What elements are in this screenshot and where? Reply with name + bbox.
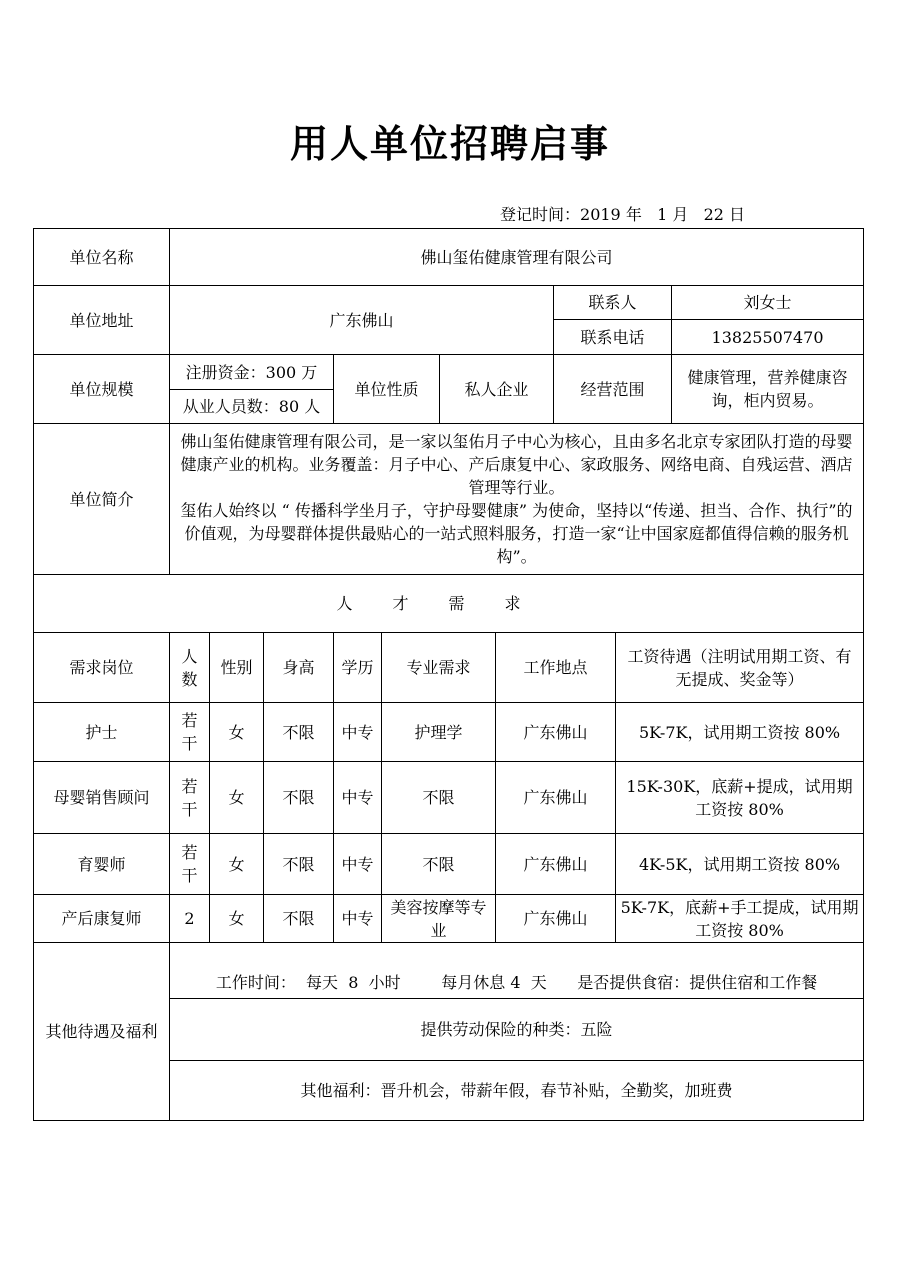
work-time: 工作时间： 每天 8 小时 每月休息 4 天 是否提供食宿：提供住宿和工作餐 (170, 943, 864, 999)
recruitment-form (33, 228, 864, 1121)
header-education: 学历 (334, 633, 382, 703)
job-location: 广东佛山 (496, 895, 616, 943)
job-count: 若干 (170, 703, 210, 762)
job-salary: 4K-5K，试用期工资按 80% (616, 834, 864, 895)
contact-value: 刘女士 (672, 286, 864, 320)
job-height: 不限 (264, 834, 334, 895)
registration-value: 2019 年 1 月 22 日 (580, 205, 746, 224)
job-location: 广东佛山 (496, 834, 616, 895)
job-education: 中专 (334, 895, 382, 943)
job-location: 广东佛山 (496, 762, 616, 834)
header-major: 专业需求 (382, 633, 496, 703)
header-salary: 工资待遇（注明试用期工资、有无提成、奖金等） (616, 633, 864, 703)
job-position: 产后康复师 (34, 895, 170, 943)
job-gender: 女 (210, 762, 264, 834)
benefits-label: 其他待遇及福利 (34, 943, 170, 1121)
job-education: 中专 (334, 762, 382, 834)
job-position: 育婴师 (34, 834, 170, 895)
nature-label: 单位性质 (334, 355, 440, 424)
job-count: 若干 (170, 762, 210, 834)
job-education: 中专 (334, 834, 382, 895)
job-salary: 15K-30K，底薪+提成，试用期工资按 80% (616, 762, 864, 834)
page-title: 用人单位招聘启事 (289, 122, 610, 166)
job-gender: 女 (210, 703, 264, 762)
intro-paragraph-1: 佛山玺佑健康管理有限公司，是一家以玺佑月子中心为核心，且由多名北京专家团队打造的母婴健康产业的机构。业务覆盖：月子中心、产后康复中心、家政服务、网络电商、自残运营、酒店管理等行业。 (180, 432, 853, 497)
job-position: 母婴销售顾问 (34, 762, 170, 834)
section-title: 人才需求 (34, 575, 864, 633)
header-location: 工作地点 (496, 633, 616, 703)
intro-label: 单位简介 (34, 424, 170, 575)
company-address-label: 单位地址 (34, 286, 170, 355)
table-row (34, 762, 864, 834)
registration-label: 登记时间： (500, 205, 581, 224)
job-gender: 女 (210, 895, 264, 943)
header-count: 人数 (170, 633, 210, 703)
job-salary: 5K-7K，试用期工资按 80% (616, 703, 864, 762)
phone-label: 联系电话 (554, 320, 672, 355)
contact-label: 联系人 (554, 286, 672, 320)
job-location: 广东佛山 (496, 703, 616, 762)
job-major: 美容按摩等专业 (382, 895, 496, 943)
header-gender: 性别 (210, 633, 264, 703)
employee-count: 从业人员数：80 人 (170, 390, 334, 424)
scale-label: 单位规模 (34, 355, 170, 424)
other-benefits: 其他福利：晋升机会，带薪年假，春节补贴，全勤奖，加班费 (170, 1061, 864, 1121)
company-intro (170, 424, 864, 575)
registered-capital: 注册资金：300 万 (170, 355, 334, 390)
intro-paragraph-2: 玺佑人始终以 “ 传播科学坐月子，守护母婴健康” 为使命，坚持以“传递、担当、合作、执行”的价值观，为母婴群体提供最贴心的一站式照料服务，打造一家“让中国家庭都值得信赖的服务机构”。 (180, 501, 853, 566)
job-count: 2 (170, 895, 210, 943)
job-height: 不限 (264, 762, 334, 834)
header-position: 需求岗位 (34, 633, 170, 703)
registration-date (500, 204, 745, 226)
job-salary: 5K-7K，底薪+手工提成，试用期工资按 80% (616, 895, 864, 943)
job-major: 不限 (382, 834, 496, 895)
job-height: 不限 (264, 703, 334, 762)
job-major: 护理学 (382, 703, 496, 762)
nature-value: 私人企业 (440, 355, 554, 424)
job-count: 若干 (170, 834, 210, 895)
job-height: 不限 (264, 895, 334, 943)
job-education: 中专 (334, 703, 382, 762)
company-name: 佛山玺佑健康管理有限公司 (170, 229, 864, 286)
insurance-types: 提供劳动保险的种类：五险 (170, 999, 864, 1061)
scope-value: 健康管理，营养健康咨询，柜内贸易。 (672, 355, 864, 424)
phone-value: 13825507470 (672, 320, 864, 355)
table-row (34, 895, 864, 943)
job-position: 护士 (34, 703, 170, 762)
company-address: 广东佛山 (170, 286, 554, 355)
scope-label: 经营范围 (554, 355, 672, 424)
company-name-label: 单位名称 (34, 229, 170, 286)
job-gender: 女 (210, 834, 264, 895)
table-row (34, 703, 864, 762)
header-height: 身高 (264, 633, 334, 703)
job-major: 不限 (382, 762, 496, 834)
table-row (34, 834, 864, 895)
